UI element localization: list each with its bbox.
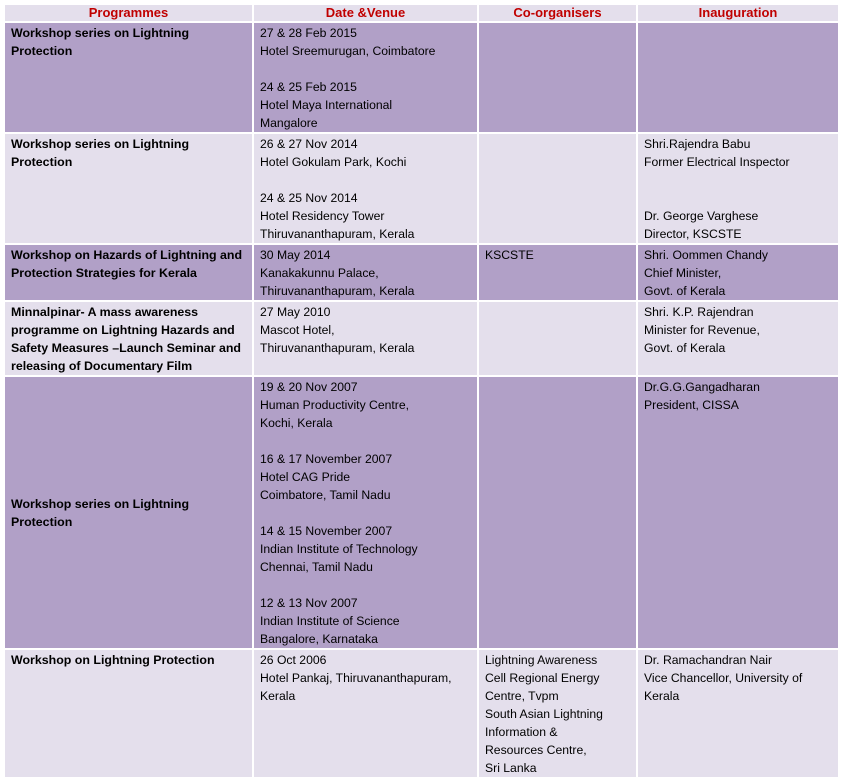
programme-cell: Workshop series on Lightning Protection: [5, 377, 252, 648]
co-organisers-cell: Lightning Awareness Cell Regional Energy Centre, Tvpm South Asian Lightning Information & Resources Centre, Sri Lanka: [479, 650, 636, 777]
inauguration-cell: [638, 23, 838, 132]
date-venue-cell: 27 May 2010 Mascot Hotel, Thiruvananthapuram, Kerala: [254, 302, 477, 375]
co-organisers-cell: KSCSTE: [479, 245, 636, 300]
header-date-venue: Date &Venue: [254, 5, 477, 21]
programme-cell: Minnalpinar- A mass awareness programme on Lightning Hazards and Safety Measures –Launch Seminar and releasing of Documentary Film: [5, 302, 252, 375]
inauguration-cell: Dr.G.G.Gangadharan President, CISSA: [638, 377, 838, 648]
table-row: [5, 302, 838, 375]
programme-cell: Workshop series on Lightning Protection: [5, 23, 252, 132]
date-venue-cell: 30 May 2014 Kanakakunnu Palace, Thiruvananthapuram, Kerala: [254, 245, 477, 300]
table-row: [5, 377, 838, 648]
date-venue-cell: 26 Oct 2006 Hotel Pankaj, Thiruvananthapuram, Kerala: [254, 650, 477, 777]
table-row: [5, 23, 838, 132]
table-row: [5, 650, 838, 777]
co-organisers-cell: [479, 23, 636, 132]
programmes-table: [3, 3, 840, 779]
programmes-table-container: [3, 3, 840, 779]
programme-cell: Workshop on Hazards of Lightning and Protection Strategies for Kerala: [5, 245, 252, 300]
header-co-organisers: Co-organisers: [479, 5, 636, 21]
co-organisers-cell: [479, 377, 636, 648]
inauguration-cell: Shri. Oommen Chandy Chief Minister, Govt. of Kerala: [638, 245, 838, 300]
table-row: [5, 134, 838, 243]
inauguration-cell: Shri.Rajendra Babu Former Electrical Inspector Dr. George Varghese Director, KSCSTE: [638, 134, 838, 243]
programme-cell: Workshop series on Lightning Protection: [5, 134, 252, 243]
co-organisers-cell: [479, 134, 636, 243]
header-inauguration: Inauguration: [638, 5, 838, 21]
date-venue-cell: 27 & 28 Feb 2015 Hotel Sreemurugan, Coimbatore 24 & 25 Feb 2015 Hotel Maya International Mangalore: [254, 23, 477, 132]
date-venue-cell: 19 & 20 Nov 2007 Human Productivity Centre, Kochi, Kerala 16 & 17 November 2007 Hotel CAG Pride Coimbatore, Tamil Nadu 14 & 15 November 2007 Indian Institute of Technology Chennai, Tamil Nadu 12 & 13 Nov 2007 Indian Institute of Science Bangalore, Karnataka: [254, 377, 477, 648]
table-header-row: [5, 5, 838, 21]
programme-cell: Workshop on Lightning Protection: [5, 650, 252, 777]
inauguration-cell: Dr. Ramachandran Nair Vice Chancellor, University of Kerala: [638, 650, 838, 777]
date-venue-cell: 26 & 27 Nov 2014 Hotel Gokulam Park, Kochi 24 & 25 Nov 2014 Hotel Residency Tower Thiruvananthapuram, Kerala: [254, 134, 477, 243]
co-organisers-cell: [479, 302, 636, 375]
table-row: [5, 245, 838, 300]
header-programmes: Programmes: [5, 5, 252, 21]
inauguration-cell: Shri. K.P. Rajendran Minister for Revenue, Govt. of Kerala: [638, 302, 838, 375]
